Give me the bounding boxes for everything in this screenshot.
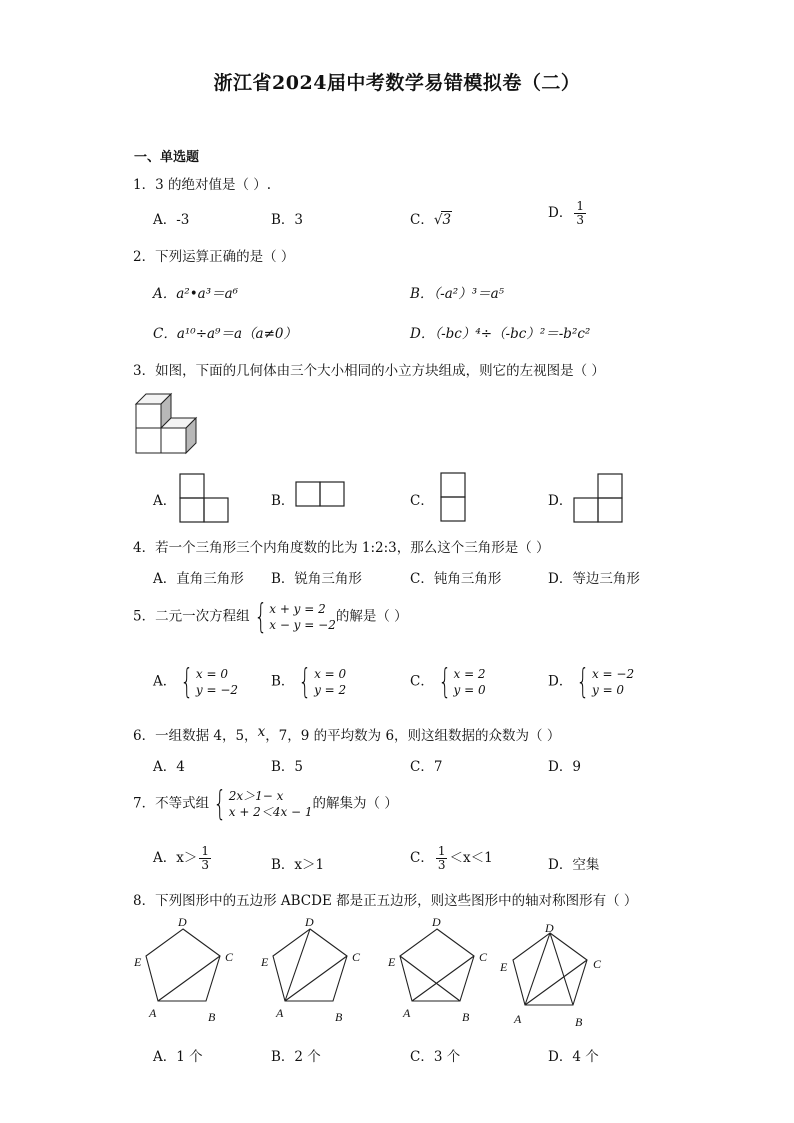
solution-system [176,662,239,702]
vertex-label-c: C [593,957,602,971]
solution-y: y = 0 [453,683,486,697]
q5-option-d-label: D． [548,673,573,690]
q6-option-b[interactable]: B．5 [271,759,304,775]
vertex-label-e: E [500,960,508,974]
q5-option-b-label: B． [271,673,295,690]
question-3-stem: 3．如图，下面的几何体由三个大小相同的小立方块组成，则它的左视图是（ ） [133,363,605,379]
solution-x: x = 2 [453,667,486,681]
question-4-stem: 4．若一个三角形三个内角度数的比为 1:2:3，那么这个三角形是（ ） [133,540,550,556]
vertex-label-a: A [403,1006,411,1020]
q1-option-d-label: D． [548,205,573,221]
q3-option-c[interactable]: C． [410,493,434,509]
vertex-label-b: B [208,1010,216,1024]
page-title: 浙江省2024届中考数学易错模拟卷（二） [213,72,581,94]
q2-option-a[interactable]: A．a²•a³＝a⁶ [153,286,239,302]
solution-y: y = 0 [591,683,625,697]
fraction-denominator: 3 [437,858,446,872]
solution-system [572,662,635,702]
q6-variable: x [257,724,266,740]
q1-option-d[interactable] [548,200,588,227]
brace-icon: { [253,597,267,637]
q1-option-b[interactable]: B．3 [271,212,304,228]
brace-icon: { [298,662,312,702]
solution-system [294,662,347,702]
vertex-label-b: B [462,1010,470,1024]
q5-option-a[interactable] [153,662,239,702]
solution-y: y = 2 [314,683,347,697]
vertex-label-d: D [545,921,554,935]
q4-option-c[interactable]: C．钝角三角形 [410,571,502,587]
q7-option-b[interactable]: B．x＞1 [271,857,325,873]
pentagon-figure-2 [255,915,367,1027]
question-8-stem: 8．下列图形中的五边形 ABCDE 都是正五边形，则这些图形中的轴对称图形有（ ） [133,893,638,909]
q4-option-d[interactable]: D．等边三角形 [548,571,640,587]
q8-option-d[interactable]: D．4 个 [548,1049,599,1065]
question-2-stem: 2．下列运算正确的是（ ） [133,249,295,265]
solution-x: x = −2 [591,667,635,681]
solution-x: x = 0 [314,667,347,681]
q3-option-c-view-icon [440,472,468,524]
fraction-numerator: 1 [437,844,446,858]
q3-option-a[interactable]: A． [153,493,177,509]
q2-option-b[interactable]: B．（-a²）³＝a⁵ [410,286,505,302]
q1-option-c-label: C． [410,212,434,228]
fraction [436,845,448,872]
q7-option-a[interactable] [153,845,213,872]
vertex-label-d: D [432,915,441,929]
q3-option-a-view-icon [179,473,231,525]
q8-option-a[interactable]: A．1 个 [153,1049,203,1065]
fraction-numerator: 1 [576,199,584,213]
q6-option-a[interactable]: A．4 [153,759,185,775]
solution-system [434,662,486,702]
q7-option-a-label: A．x＞ [153,850,198,866]
q1-option-a[interactable]: A．-3 [153,212,190,228]
q1-option-c[interactable] [410,208,452,228]
question-6-stem [133,724,560,744]
vertex-label-c: C [352,950,361,964]
cube-solid-figure [134,390,200,456]
fraction-numerator: 1 [201,844,210,858]
q5-option-a-label: A． [153,673,177,690]
vertex-label-c: C [225,950,234,964]
inequality-2: x + 2＜4x − 1 [228,805,313,819]
equation-2: x − y = −2 [269,618,336,632]
q7-stem-prefix: 7．不等式组 [133,795,210,812]
q6-option-d[interactable]: D．9 [548,759,581,775]
section-heading: 一、单选题 [134,150,200,165]
vertex-label-d: D [178,915,187,929]
q5-option-c-label: C． [410,673,434,690]
q2-option-d[interactable]: D．（-bc）⁴÷（-bc）²＝-b²c² [410,326,591,342]
q6-stem-prefix: 6．一组数据 4，5， [133,728,258,744]
question-1-stem: 1．3 的绝对值是（ ）. [133,177,272,193]
inequality-1: 2x＞1− x [228,789,284,803]
vertex-label-a: A [514,1012,522,1026]
q7-option-c[interactable] [410,845,493,872]
vertex-label-a: A [149,1006,157,1020]
q3-option-b[interactable]: B． [271,493,295,509]
vertex-label-b: B [575,1015,583,1029]
q2-option-c[interactable]: C．a¹⁰÷a⁹＝a（a≠0） [153,326,297,342]
question-5-stem [133,597,408,637]
sqrt-symbol: √ [433,212,443,228]
solution-x: x = 0 [195,667,228,681]
solution-y: y = −2 [195,683,239,697]
vertex-label-e: E [261,955,269,969]
vertex-label-b: B [335,1010,343,1024]
q1-option-c-radicand: 3 [442,212,452,228]
q5-option-b[interactable] [271,662,347,702]
q3-option-d-view-icon [573,473,625,525]
q5-option-c[interactable] [410,662,486,702]
pentagon-figure-4 [500,915,624,1029]
q6-option-c[interactable]: C．7 [410,759,443,775]
q7-stem-suffix: 的解集为（ ） [312,795,398,812]
question-7-stem [133,784,398,824]
fraction [199,845,211,872]
vertex-label-c: C [479,950,488,964]
q7-option-c-range: ＜x＜1 [449,850,493,866]
q3-option-d[interactable]: D． [548,493,573,509]
equation-system [250,597,336,637]
vertex-label-e: E [388,955,396,969]
q4-option-b[interactable]: B．锐角三角形 [271,571,362,587]
q8-option-c[interactable]: C．3 个 [410,1049,461,1065]
pentagon-figure-1 [128,915,240,1027]
fraction-denominator: 3 [576,213,584,227]
vertex-label-e: E [134,955,142,969]
brace-icon: { [180,662,194,702]
q4-option-a[interactable]: A．直角三角形 [153,571,244,587]
q3-option-b-view-icon [295,481,347,509]
q7-option-d[interactable]: D．空集 [548,857,600,873]
equation-1: x + y = 2 [269,602,326,616]
brace-icon: { [576,662,590,702]
fraction-denominator: 3 [201,858,210,872]
q5-stem-prefix: 5．二元一次方程组 [133,608,250,625]
vertex-label-d: D [305,915,314,929]
q8-option-b[interactable]: B．2 个 [271,1049,321,1065]
fraction [574,200,586,227]
brace-icon: { [213,784,227,824]
inequality-system [209,784,313,824]
vertex-label-a: A [276,1006,284,1020]
q6-stem-suffix: ，7，9 的平均数为 6，则这组数据的众数为（ ） [265,728,561,744]
brace-icon: { [438,662,452,702]
q7-option-c-label: C． [410,850,434,866]
pentagon-figure-3 [382,915,494,1027]
q5-option-d[interactable] [548,662,635,702]
q5-stem-suffix: 的解是（ ） [335,608,408,625]
